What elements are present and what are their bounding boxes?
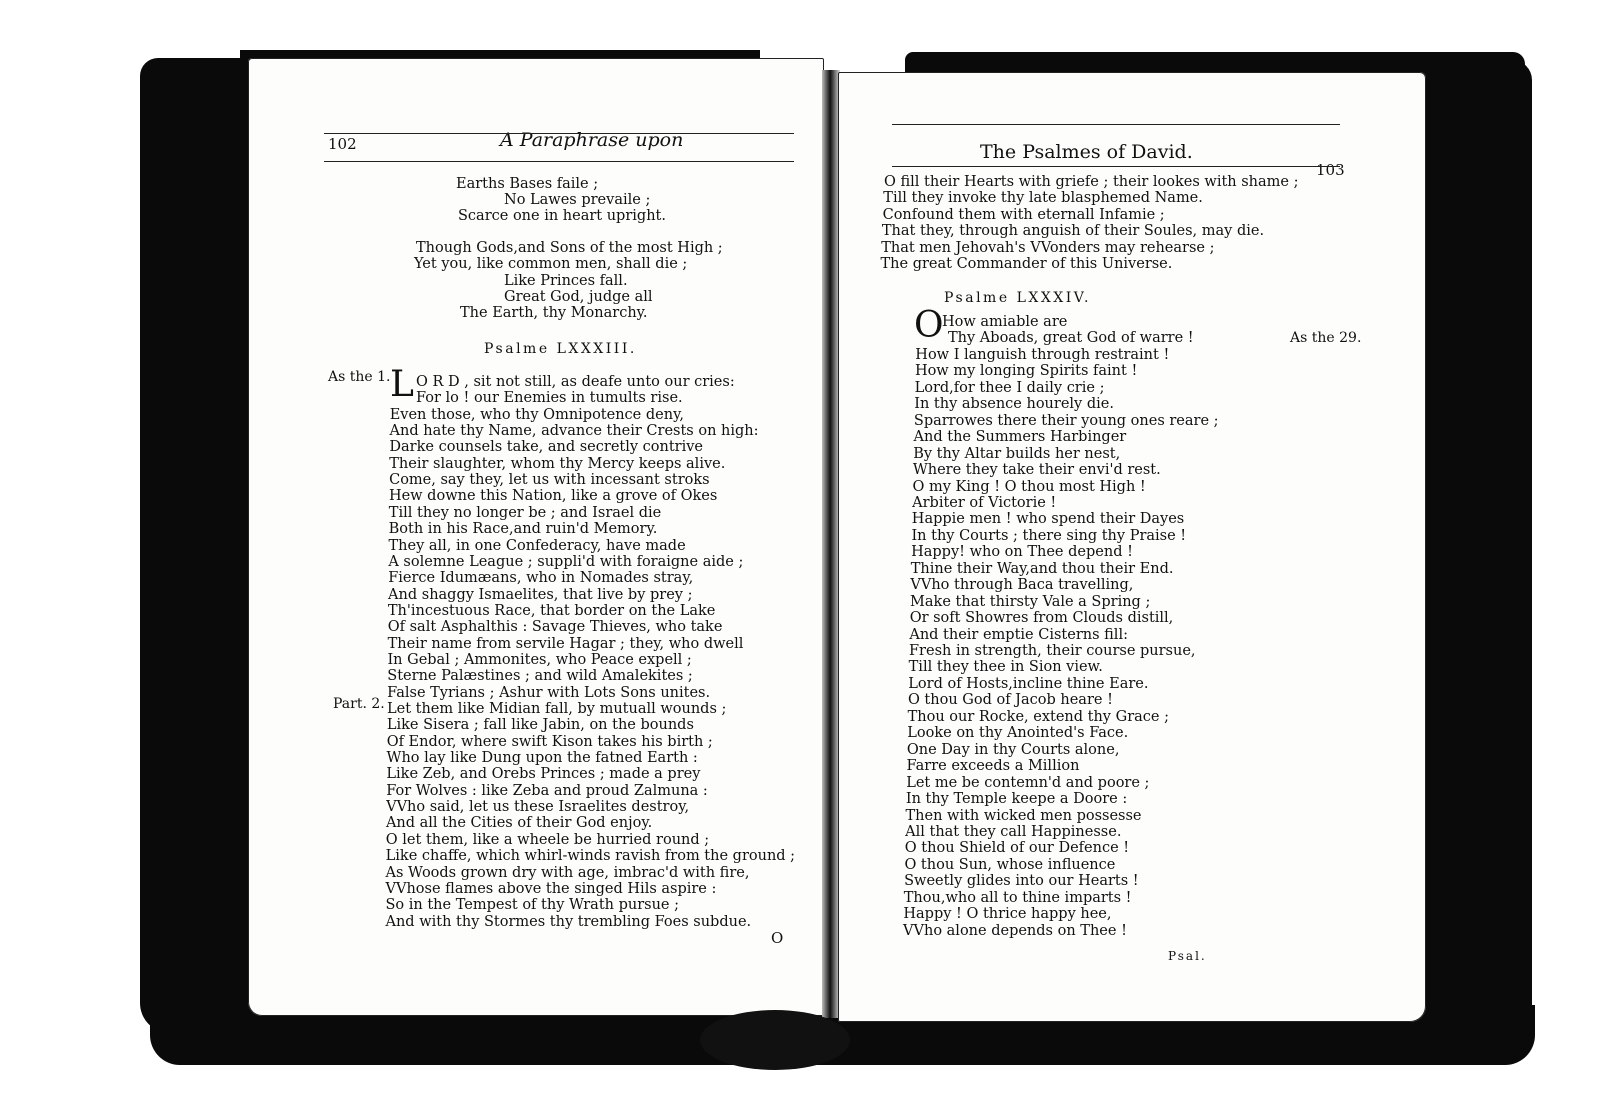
verse-line: VVho alone depends on Thee ! (903, 922, 1127, 939)
verse-line: Of Endor, where swift Kison takes his birth ; (386, 733, 713, 750)
verse-line: Their slaughter, whom thy Mercy keeps alive. (389, 455, 726, 472)
right-psalm-title: Psalme LXXXIV. (944, 290, 1091, 306)
verse-line: Where they take their envi'd rest. (912, 462, 1161, 479)
right-head-rule-lower (892, 166, 1340, 167)
verse-line: O thou Sun, whose influence (904, 856, 1116, 873)
verse-line: Fierce Idumæans, who in Nomades stray, (388, 570, 694, 587)
verse-line: Yet you, like common men, shall die ; (414, 256, 688, 272)
verse-line: And the Summers Harbinger (913, 429, 1127, 446)
verse-line: For Wolves : like Zeba and proud Zalmuna : (386, 782, 708, 799)
verse-line: The great Commander of this Universe. (880, 256, 1173, 272)
verse-line: Then with wicked men possesse (905, 807, 1142, 824)
verse-line: Like chaffe, which whirl-winds ravish from the ground ; (385, 848, 796, 865)
verse-line: Till they no longer be ; and Israel die (388, 504, 662, 521)
left-signature-mark: O (771, 929, 784, 947)
verse-line: Earths Bases faile ; (456, 176, 599, 192)
verse-line: O thou God of Jacob heare ! (907, 692, 1113, 709)
verse-line: Darke counsels take, and secretly contrive (389, 439, 704, 456)
verse-line: Like Zeb, and Orebs Princes ; made a prey (386, 766, 701, 783)
verse-line: Even those, who thy Omnipotence deny, (389, 406, 684, 423)
verse-line: One Day in thy Courts alone, (906, 741, 1120, 758)
verse-line: VVhose flames above the singed Hils aspire : (385, 880, 717, 897)
verse-line: Who lay like Dung upon the fatned Earth : (386, 750, 698, 767)
right-page-number: 103 (1316, 161, 1345, 179)
verse-line: Like Princes fall. (504, 273, 628, 289)
verse-line: Their name from servile Hagar ; they, who dwell (387, 635, 744, 652)
verse-line: Lord,for thee I daily crie ; (914, 379, 1105, 396)
verse-line: Come, say they, let us with incessant stroks (389, 472, 710, 489)
verse-line: No Lawes prevaile ; (504, 192, 651, 208)
verse-line: Let them like Midian fall, by mutuall wounds ; (387, 701, 727, 717)
verse-line: Happie men ! who spend their Dayes (911, 511, 1185, 528)
verse-line: Happy ! O thrice happy hee, (903, 906, 1112, 923)
left-margin-note-1: As the 1. (328, 369, 391, 385)
verse-line: O R D , sit not still, as deafe unto our cries: (416, 374, 735, 390)
verse-line: Farre exceeds a Million (906, 758, 1080, 775)
verse-line: The Earth, thy Monarchy. (460, 305, 648, 321)
right-running-head: The Psalmes of David. (980, 141, 1193, 163)
verse-line: Let me be contemn'd and poore ; (906, 774, 1150, 791)
verse-line: Till they invoke thy late blasphemed Name. (883, 190, 1203, 207)
verse-line: Sweetly glides into our Hearts ! (904, 873, 1139, 890)
right-page (838, 72, 1426, 1022)
bottom-ink-smudge (700, 1010, 850, 1070)
verse-line: And hate thy Name, advance their Crests on high: (389, 423, 759, 440)
verse-line: Arbiter of Victorie ! (912, 494, 1057, 511)
verse-line: Lord of Hosts,incline thine Eare. (908, 675, 1149, 692)
right-head-rule (892, 124, 1340, 125)
verse-line: And all the Cities of their God enjoy. (385, 815, 653, 832)
verse-line: As Woods grown dry with age, imbrac'd with fire, (385, 864, 750, 881)
verse-line: Thine their Way,and thou their End. (910, 560, 1174, 577)
verse-line: By thy Altar builds her nest, (913, 445, 1121, 462)
verse-line: Like Sisera ; fall like Jabin, on the bounds (386, 717, 694, 734)
verse-line: Fresh in strength, their course pursue, (909, 643, 1196, 659)
verse-line: That they, through anguish of their Soules, may die. (881, 223, 1265, 240)
verse-line: And shaggy Ismaelites, that live by prey ; (388, 586, 693, 603)
verse-line: Sterne Palæstines ; and wild Amalekites ; (387, 668, 693, 685)
left-dropcap: L (390, 364, 414, 405)
verse-line: How my longing Spirits faint ! (914, 363, 1138, 380)
left-page-number: 102 (328, 135, 357, 153)
book-edge-left (140, 58, 260, 1033)
verse-line: False Tyrians ; Ashur with Lots Sons unites. (387, 684, 711, 701)
verse-line: Looke on thy Anointed's Face. (907, 725, 1129, 742)
verse-line: O my King ! O thou most High ! (912, 478, 1146, 495)
verse-line: Scarce one in heart upright. (458, 208, 666, 224)
verse-line: And with thy Stormes thy trembling Foes subdue. (385, 913, 752, 930)
right-dropcap: O (914, 305, 944, 346)
verse-line: They all, in one Confederacy, have made (388, 537, 686, 554)
verse-line: O thou Shield of our Defence ! (904, 840, 1130, 857)
verse-line: VVho through Baca travelling, (910, 577, 1134, 594)
verse-line: A solemne League ; suppli'd with foraigne aide ; (388, 553, 744, 570)
right-catchword: Psal. (1168, 949, 1207, 963)
verse-line: Though Gods,and Sons of the most High ; (416, 240, 723, 256)
verse-line: Confound them with eternall Infamie ; (882, 206, 1165, 223)
verse-line: Happy! who on Thee depend ! (911, 544, 1133, 561)
verse-line: In Gebal ; Ammonites, who Peace expell ; (387, 651, 692, 668)
verse-line: Sparrowes there their young ones reare ; (913, 412, 1219, 429)
verse-line: How amiable are (942, 314, 1068, 330)
verse-line: How I languish through restraint ! (915, 346, 1170, 363)
verse-line: Till they thee in Sion view. (908, 659, 1103, 676)
verse-line: Of salt Asphalthis : Savage Thieves, who take (387, 619, 723, 636)
verse-line: That men Jehovah's VVonders may rehearse ; (881, 239, 1215, 256)
left-head-rule-lower (324, 161, 794, 162)
book-edge-right (1420, 60, 1532, 1040)
verse-line: O fill their Hearts with griefe ; their lookes with shame ; (884, 174, 1299, 190)
verse-line: Great God, judge all (504, 289, 653, 305)
verse-line: In thy Temple keepe a Doore : (905, 791, 1128, 808)
verse-line: In thy Courts ; there sing thy Praise ! (911, 527, 1187, 544)
verse-line: Make that thirsty Vale a Spring ; (910, 593, 1151, 610)
verse-line: VVho said, let us these Israelites destroy, (386, 799, 690, 816)
verse-line: Thy Aboads, great God of warre ! (948, 330, 1194, 347)
left-running-head: A Paraphrase upon (500, 129, 684, 151)
verse-line: For lo ! our Enemies in tumults rise. (416, 390, 683, 407)
verse-line: Thou,who all to thine imparts ! (903, 889, 1132, 906)
left-page (248, 58, 824, 1016)
left-margin-note-2: Part. 2. (333, 696, 385, 712)
verse-line: Th'incestuous Race, that border on the Lake (387, 602, 716, 619)
verse-line: O let them, like a wheele be hurried round ; (385, 831, 710, 848)
verse-line: Thou our Rocke, extend thy Grace ; (907, 708, 1169, 725)
right-margin-note: As the 29. (1290, 330, 1362, 346)
left-psalm-title: Psalme LXXXIII. (484, 341, 637, 357)
verse-line: And their emptie Cisterns fill: (909, 626, 1128, 643)
verse-line: In thy absence hourely die. (914, 396, 1114, 413)
left-head-rule (324, 133, 794, 134)
verse-line: All that they call Happinesse. (905, 823, 1122, 840)
verse-line: So in the Tempest of thy Wrath pursue ; (385, 897, 680, 914)
verse-line: Both in his Race,and ruin'd Memory. (388, 521, 658, 538)
verse-line: Or soft Showres from Clouds distill, (909, 610, 1174, 627)
verse-line: Hew downe this Nation, like a grove of Okes (388, 488, 718, 505)
